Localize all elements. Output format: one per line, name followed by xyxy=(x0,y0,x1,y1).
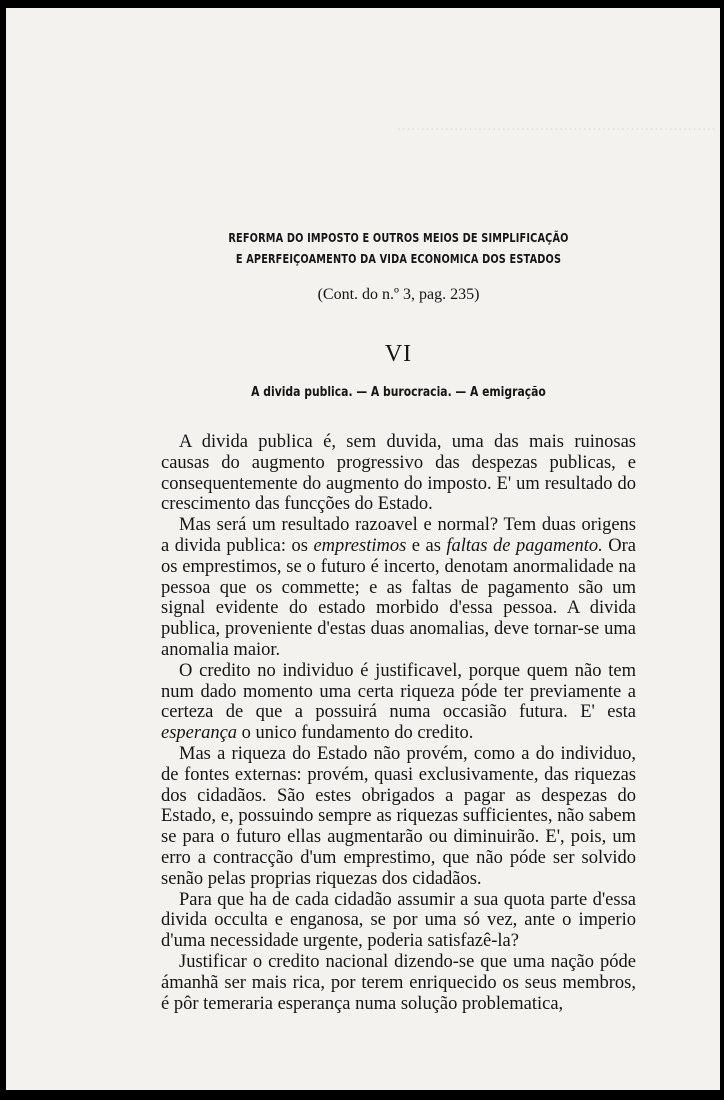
paragraph-2-text-b: e as xyxy=(406,535,447,556)
chapter-number: VI xyxy=(384,341,413,367)
bleed-through-text: ··································································· xyxy=(396,120,716,138)
continuation-note: (Cont. do n.º 3, pag. 235) xyxy=(317,286,480,303)
paragraph-2-emphasis-2: faltas de pagamento. xyxy=(446,535,603,556)
paragraph-6: Justificar o credito nacional dizendo-se que uma nação póde ámanhã ser mais rica, por terem enriquecido os seus membros, é pôr temeraria esperança numa solução problematica, xyxy=(161,951,636,1014)
paragraph-2-emphasis-1: emprestimos xyxy=(313,535,407,556)
article-body xyxy=(161,432,636,1014)
chapter-title: A divida publica. — A burocracia. — A emigração xyxy=(251,384,546,400)
article-title-line-1: REFORMA DO IMPOSTO E OUTROS MEIOS DE SIMPLIFICAÇÃO xyxy=(228,230,569,245)
paragraph-2-text-a: Mas será um resultado razoavel e normal? Tem duas origens a divida publica: os xyxy=(161,515,636,556)
paragraph-3-text-b: o unico fundamento do credito. xyxy=(237,723,474,744)
article-title-line-2: E APERFEIÇOAMENTO DA VIDA ECONOMICA DOS ESTADOS xyxy=(235,251,562,266)
paragraph-3-text-a: O credito no individuo é justificavel, porque quem não tem num dado momento uma certa riqueza póde ter previamente a certeza de que a possuirá numa occasião futura. E' esta xyxy=(161,660,636,723)
paragraph-3-emphasis: esperança xyxy=(161,723,238,744)
paragraph-4: Mas a riqueza do Estado não provém, como a do individuo, de fontes externas: provém, quasi exclusivamente, das riquezas dos cidadãos. São estes obrigados a pagar as despezas do Estado, e, possuindo sempre as riquezas sufficientes, não sabem se para o futuro ellas augmentarão ou diminuirão. E', pois, um erro a contracção d'um emprestimo, que não póde ser solvido senão pelas proprias riquezas dos cidadãos. xyxy=(161,743,636,889)
paragraph-2 xyxy=(161,515,636,661)
paragraph-3 xyxy=(161,661,636,744)
paragraph-1: A divida publica é, sem duvida, uma das mais ruinosas causas do augmento progressivo das despezas publicas, e consequentemente do augmento do imposto. E' um resultado do crescimento das funcções do Estado. xyxy=(161,432,636,515)
paragraph-2-text-c: Ora os emprestimos, se o futuro é incerto, denotam anormalidade na pessoa que os commette; e as faltas de pagamento são um signal evidente do estado morbido d'essa pessoa. A divida publica, proveniente d'estas duas anomalias, deve tornar-se uma anomalia maior. xyxy=(161,535,637,660)
document-page xyxy=(6,8,720,1090)
paragraph-5: Para que ha de cada cidadão assumir a sua quota parte d'essa divida occulta e enganosa, se por uma só vez, ante o imperio d'uma necessidade urgente, poderia satisfazê-la? xyxy=(161,889,636,952)
